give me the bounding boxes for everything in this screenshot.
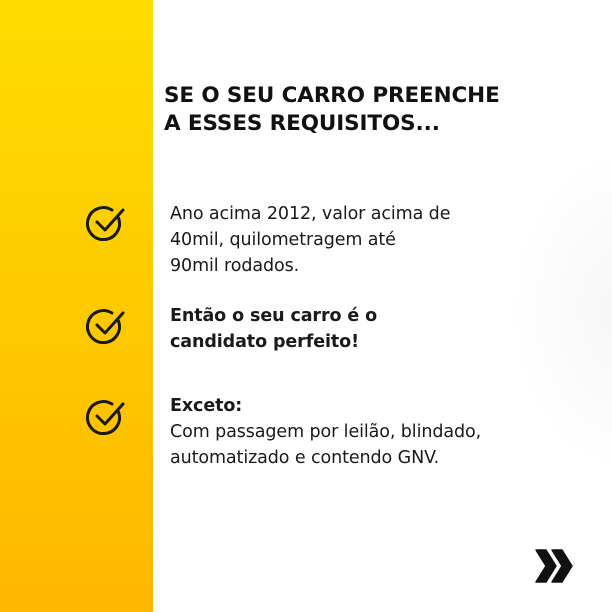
requirement-2-line-1: Então o seu carro é o — [170, 306, 378, 326]
requirement-text-2 — [170, 303, 570, 355]
requirement-text-1 — [170, 201, 570, 279]
title-line-2: A ESSES REQUISITOS... — [164, 111, 440, 136]
requirement-1-line-3: 90mil rodados. — [170, 256, 300, 276]
requirement-text-3 — [170, 393, 570, 471]
title-line-1: SE O SEU CARRO PREENCHE — [164, 83, 500, 108]
check-circle-icon — [85, 203, 127, 245]
page-title — [164, 82, 584, 138]
requirement-3-line-2: automatizado e contendo GNV. — [170, 448, 440, 468]
requirement-3-line-1: Com passagem por leilão, blindado, — [170, 422, 482, 442]
check-circle-icon — [85, 397, 127, 439]
check-circle-icon — [85, 306, 127, 348]
yellow-side-stripe — [0, 0, 153, 612]
exception-heading: Exceto: — [170, 396, 243, 416]
requirement-2-line-2: candidato perfeito! — [170, 332, 359, 352]
double-chevron-right-icon[interactable] — [533, 547, 575, 585]
requirement-1-line-2: 40mil, quilometragem até — [170, 230, 396, 250]
requirement-1-line-1: Ano acima 2012, valor acima de — [170, 204, 451, 224]
